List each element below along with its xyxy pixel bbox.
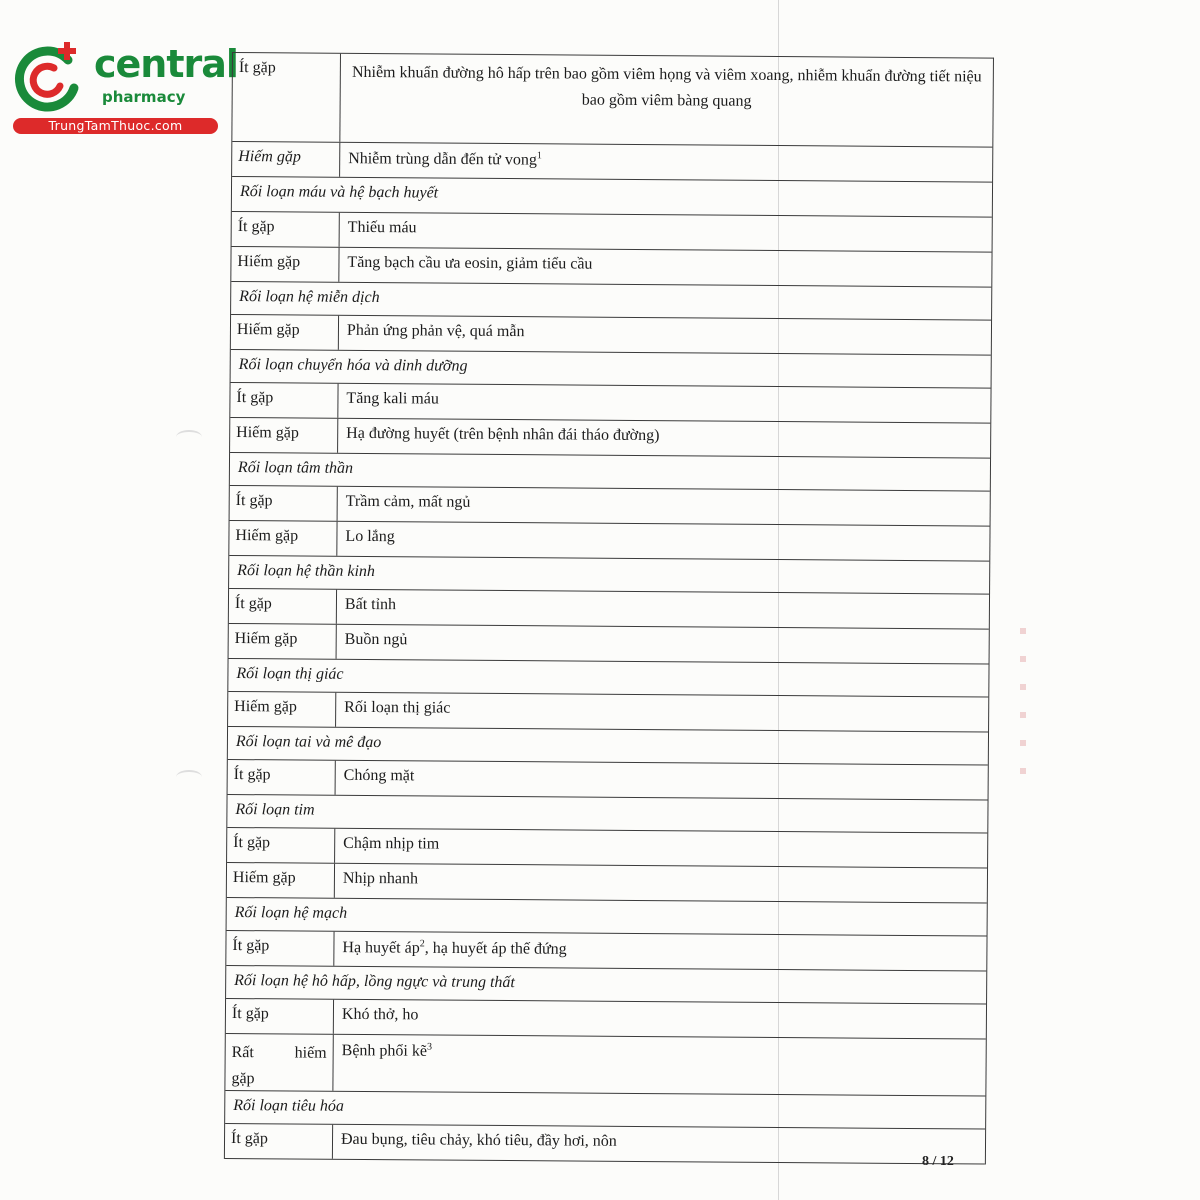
table-row [230,486,990,527]
description-text: Trầm cảm, mất ngủ [345,492,471,511]
description-text-continued: , hạ huyết áp thế đứng [424,939,567,958]
table-row [232,212,992,253]
frequency-cell: Ít gặp [228,760,336,795]
description-text: Bất tỉnh [344,595,397,614]
section-heading: Rối loạn thị giác [236,665,344,683]
description-text: Thiếu máu [347,218,417,237]
description-cell [337,625,989,664]
footnote-marker: 3 [426,1041,433,1053]
section-row [228,727,988,766]
description-cell [338,384,990,423]
description-cell [335,864,987,903]
description-cell [340,54,993,147]
logo-subtitle: pharmacy [102,88,186,106]
section-row [230,453,990,492]
description-text: Nhiễm trùng dẫn đến tử vong [348,150,537,169]
table-row [229,624,989,665]
punch-hole-mark [176,430,202,444]
section-heading: Rối loạn tai và mê đạo [235,733,382,752]
description-text: Nhịp nhanh [342,869,419,888]
section-heading: Rối loạn hệ miễn dịch [239,288,380,307]
table-row [232,142,992,183]
section-row [231,350,991,389]
description-cell [333,1125,985,1164]
description-cell [338,419,990,458]
frequency-cell: Hiếm gặp [231,247,339,282]
table-row [225,1034,985,1097]
table-row [225,1124,985,1165]
pharmacy-logo [10,38,238,138]
frequency-word: gặp [231,1070,255,1088]
logo-site-banner: TrungTamThuoc.com [13,118,218,134]
section-heading: Rối loạn hệ thần kinh [237,562,376,581]
edge-stamp-marks [1020,628,1026,788]
description-cell [335,829,987,868]
section-heading: Rối loạn chuyển hóa và dinh dưỡng [238,356,468,375]
description-text: Đau bụng, tiêu chảy, khó tiêu, đầy hơi, nôn [340,1130,617,1150]
description-text: Khó thở, ho [341,1005,419,1024]
description-text: Tăng bạch cầu ưa eosin, giảm tiểu cầu [347,253,593,273]
description-text: Lo lắng [345,527,395,546]
table-row [226,999,986,1040]
section-heading: Rối loạn hệ mạch [234,904,348,922]
frequency-cell: Ít gặp [232,212,340,247]
table-row [228,760,988,801]
description-text: Hạ huyết áp [342,939,420,957]
section-row [228,659,988,698]
frequency-cell: Ít gặp [226,999,334,1034]
table-row [231,315,991,356]
frequency-cell: Ít gặp [225,1124,333,1159]
table-row [231,247,991,288]
section-heading: Rối loạn máu và hệ bạch huyết [239,183,439,202]
frequency-word: hiếm [294,1044,327,1062]
description-cell [340,213,992,252]
table-row [227,863,987,904]
logo-wordmark: central [94,42,238,86]
punch-hole-mark [176,770,202,784]
table-row [229,589,989,630]
frequency-cell: Hiếm gặp [231,315,339,350]
table-row [227,828,987,869]
table-row [228,692,988,733]
description-cell [338,487,990,526]
frequency-cell: Ít gặp [232,53,341,142]
description-text: Chóng mặt [343,766,415,785]
description-text: Buồn ngủ [344,630,408,649]
frequency-cell: Hiếm gặp [232,142,340,177]
section-heading: Rối loạn tim [235,801,315,819]
frequency-cell: Hiếm gặp [228,692,336,727]
table-row [230,383,990,424]
description-text: Bệnh phổi kẽ [341,1042,428,1060]
section-row [232,177,992,218]
section-row [227,898,987,937]
central-logo-icon [10,38,90,118]
frequency-word: Rất [231,1044,254,1062]
description-cell [337,590,989,629]
section-row [229,556,989,595]
section-row [227,795,987,834]
page-number: 8 / 12 [922,1154,954,1169]
description-cell [337,522,989,561]
frequency-cell: Hiếm gặp [230,418,338,453]
section-heading: Rối loạn tâm thần [237,459,354,477]
section-row [231,282,991,321]
description-text: Hạ đường huyết (trên bệnh nhân đái tháo đường) [346,424,660,445]
frequency-cell: Ít gặp [226,931,334,966]
section-heading: Rối loạn hệ hô hấp, lồng ngực và trung thất [234,972,515,992]
frequency-cell: Ít gặp [230,383,338,418]
footnote-marker: 2 [419,938,425,950]
frequency-cell: Ít gặp [227,828,335,863]
description-cell [336,693,988,732]
description-cell [334,1000,986,1039]
description-cell [334,932,986,971]
table-row [232,53,993,148]
section-row [226,966,986,1005]
frequency-cell: Hiếm gặp [227,863,335,898]
description-text: Chậm nhịp tim [343,834,440,853]
table-row [226,931,986,972]
description-text: Tăng kali máu [346,389,439,408]
description-text: Rối loạn thị giác [344,698,451,717]
description-cell [339,248,991,287]
frequency-cell: Hiếm gặp [229,521,337,556]
description-text: Nhiễm khuẩn đường hô hấp trên bao gồm viêm họng và viêm xoang, nhiễm khuẩn đường tiết niệu bao gồm viêm bàng quang [351,63,982,110]
description-text: Phản ứng phản vệ, quá mẫn [346,321,525,341]
section-heading: Rối loạn tiêu hóa [233,1097,344,1115]
adverse-effects-table [224,52,994,1165]
section-row [225,1091,985,1130]
description-cell [333,1035,985,1096]
description-cell [336,761,988,800]
frequency-cell: Ít gặp [229,589,337,624]
description-cell [339,316,991,355]
frequency-cell: Hiếm gặp [229,624,337,659]
table-row [229,521,989,562]
table-row [230,418,990,459]
frequency-cell: Ít gặp [230,486,338,521]
footnote-marker: 1 [536,150,542,162]
description-cell [340,143,992,182]
frequency-cell [225,1034,333,1091]
